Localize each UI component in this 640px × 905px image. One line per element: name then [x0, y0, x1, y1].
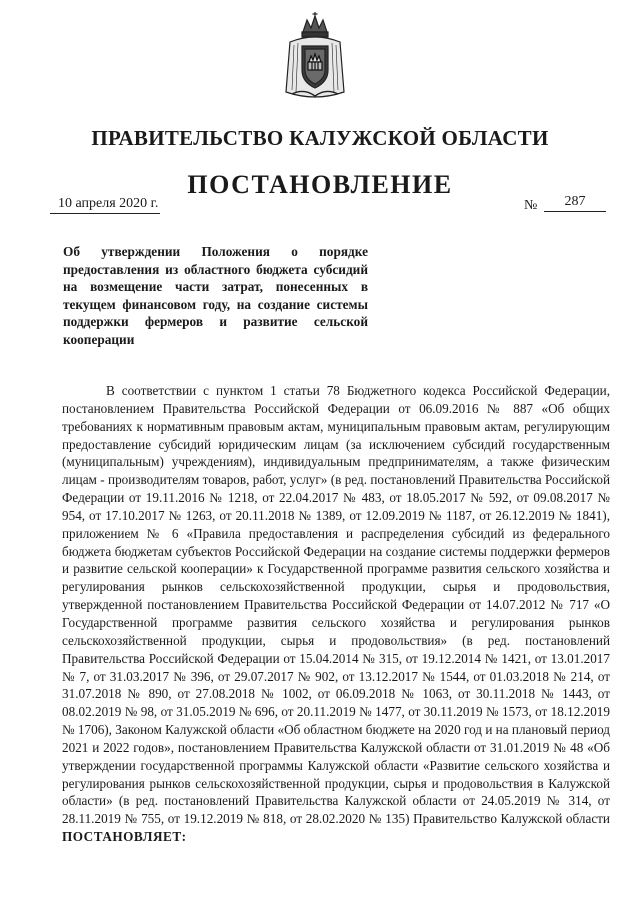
document-type-title: ПОСТАНОВЛЕНИЕ [187, 170, 453, 199]
document-body [62, 382, 610, 846]
decree-word: ПОСТАНОВЛЯЕТ: [62, 829, 187, 845]
coat-of-arms-emblem [284, 12, 346, 102]
organization-title: ПРАВИТЕЛЬСТВО КАЛУЖСКОЙ ОБЛАСТИ [91, 126, 549, 150]
document-date: 10 апреля 2020 г. [50, 196, 160, 214]
body-text: В соответствии с пунктом 1 статьи 78 Бюджетного кодекса Российской Федерации, постановлением Правительства Российской Федерации от 06.09.2016 № 887 «Об общих требованиях к нормативным правовым актам, муниципальным правовым актам, регулирующим предоставление субсидий юридическим лицам (за исключением субсидий государственным (муниципальным) учреждениям), индивидуальным предпринимателям, а также физическим лицам - производителям товаров, работ, услуг» (в ред. постановлений Правительства Российской Федерации от 19.11.2016 № 1218, от 22.04.2017 № 483, от 18.05.2017 № 592, от 09.08.2017 № 954, от 17.10.2017 № 1263, от 20.11.2018 № 1389, от 12.09.2019 № 1187, от 26.12.2019 № 1841), приложением № 6 «Правила предоставления и распределения субсидий из федерального бюджета бюджетам субъектов Российской Федерации на создание системы поддержки фермеров и развитие сельской кооперации» к Государственной программе развития сельского хозяйства и регулирования рынков сельскохозяйственной продукции, сырья и продовольствия, утвержденной постановлением Правительства Российской Федерации от 14.07.2012 № 717 «О Государственной программе развития сельского хозяйства и регулирования рынков сельскохозяйственной продукции, сырья и продовольствия» (в ред. постановлений Правительства Российской Федерации от 15.04.2014 № 315, от 19.12.2014 № 1421, от 13.01.2017 № 7, от 31.03.2017 № 396, от 29.07.2017 № 902, от 13.12.2017 № 1544, от 01.03.2018 № 214, от 31.07.2018 № 890, от 27.08.2018 № 1002, от 06.09.2018 № 1063, от 30.11.2018 № 1443, от 08.02.2019 № 98, от 31.05.2019 № 696, от 20.11.2019 № 1477, от 30.11.2019 № 1573, от 18.12.2019 № 1706), Законом Калужской области «Об областном бюджете на 2020 год и на плановый период 2021 и 2022 годов», постановлением Правительства Калужской области от 31.01.2019 № 48 «Об утверждении государственной программы Калужской области «Развитие сельского хозяйства и регулирования рынков сельскохозяйственной продукции, сырья и продовольствия в Калужской области» (в ред. постановлений Правительства Калужской области от 24.05.2019 № 314, от 28.11.2019 № 755, от 19.12.2019 № 818, от 28.02.2020 № 135) Правительство Калужской области [62, 383, 610, 827]
document-subject: Об утверждении Положения о порядке предоставления из областного бюджета субсидий на возмещение части затрат, понесенных в текущем финансовом году, на создание системы поддержки фермеров и развитие сельской кооперации [63, 244, 368, 347]
body-paragraph [62, 382, 610, 846]
document-number-label: № [524, 198, 538, 213]
document-number: 287 [544, 194, 606, 212]
